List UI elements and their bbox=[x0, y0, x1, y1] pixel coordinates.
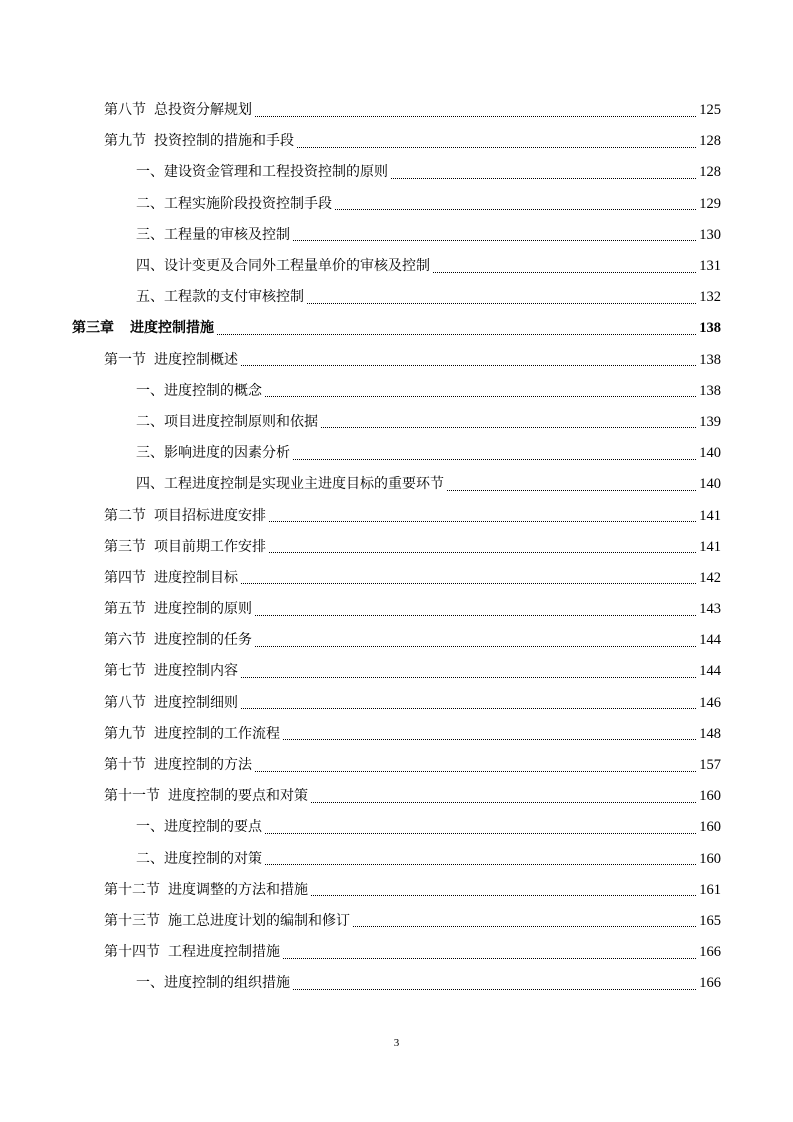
toc-section-entry[interactable] bbox=[0, 594, 793, 625]
toc-entry-title bbox=[136, 812, 262, 843]
toc-entry-title bbox=[136, 157, 388, 188]
dot-leader bbox=[255, 115, 696, 117]
toc-entry-title bbox=[104, 532, 266, 563]
dot-leader bbox=[255, 645, 696, 647]
toc-page-number: 141 bbox=[699, 538, 721, 555]
toc-entry-title bbox=[136, 469, 444, 500]
toc-subsection-entry[interactable] bbox=[0, 282, 793, 313]
toc-entry-text: 项目进度控制原则和依据 bbox=[164, 413, 318, 430]
toc-section-entry[interactable] bbox=[0, 719, 793, 750]
toc-entry-title bbox=[104, 563, 238, 594]
toc-entry-text: 工程进度控制措施 bbox=[168, 944, 280, 961]
toc-subsection-entry[interactable] bbox=[0, 157, 793, 188]
toc-page-number: 130 bbox=[699, 226, 721, 243]
toc-entry-text: 项目招标进度安排 bbox=[154, 507, 266, 524]
toc-page-number: 131 bbox=[699, 258, 721, 275]
toc-entry-text: 进度控制的任务 bbox=[154, 632, 252, 649]
toc-entry-text: 设计变更及合同外工程量单价的审核及控制 bbox=[164, 258, 430, 275]
toc-entry-text: 进度控制概述 bbox=[154, 351, 238, 368]
toc-entry-title bbox=[136, 251, 430, 282]
toc-section-entry[interactable] bbox=[0, 750, 793, 781]
toc-section-entry[interactable] bbox=[0, 937, 793, 968]
dot-leader bbox=[269, 551, 696, 553]
dot-leader bbox=[447, 489, 696, 491]
toc-page-number: 161 bbox=[699, 881, 721, 898]
toc-page-number: 148 bbox=[699, 725, 721, 742]
toc-page-number: 140 bbox=[699, 476, 721, 493]
toc-page-number: 138 bbox=[699, 382, 721, 399]
toc-entry-number: 四、 bbox=[136, 476, 164, 493]
toc-entry-number: 第七节 bbox=[104, 663, 146, 680]
dot-leader bbox=[241, 707, 696, 709]
toc-entry-text: 进度控制目标 bbox=[154, 569, 238, 586]
toc-entry-text: 进度控制的工作流程 bbox=[154, 725, 280, 742]
toc-entry-number: 第八节 bbox=[104, 102, 146, 119]
toc-section-entry[interactable] bbox=[0, 563, 793, 594]
toc-subsection-entry[interactable] bbox=[0, 812, 793, 843]
dot-leader bbox=[293, 458, 696, 460]
toc-entry-text: 项目前期工作安排 bbox=[154, 538, 266, 555]
toc-section-entry[interactable] bbox=[0, 126, 793, 157]
toc-entry-title bbox=[136, 220, 290, 251]
dot-leader bbox=[265, 832, 696, 834]
toc-page-number: 160 bbox=[699, 819, 721, 836]
toc-entry-title bbox=[136, 189, 332, 220]
dot-leader bbox=[293, 239, 696, 241]
toc-entry-text: 进度控制的原则 bbox=[154, 601, 252, 618]
toc-entry-number: 第九节 bbox=[104, 133, 146, 150]
toc-entry-title bbox=[104, 875, 308, 906]
toc-entry-text: 进度控制的要点 bbox=[164, 819, 262, 836]
toc-page-number: 139 bbox=[699, 413, 721, 430]
toc-entry-text: 进度控制的组织措施 bbox=[164, 975, 290, 992]
toc-page-number: 140 bbox=[699, 445, 721, 462]
toc-entry-title bbox=[104, 688, 238, 719]
toc-entry-number: 第十二节 bbox=[104, 881, 160, 898]
toc-page-number: 143 bbox=[699, 601, 721, 618]
toc-entry-number: 第一节 bbox=[104, 351, 146, 368]
dot-leader bbox=[321, 426, 696, 428]
toc-entry-number: 第十三节 bbox=[104, 912, 160, 929]
toc-entry-title bbox=[104, 345, 238, 376]
dot-leader bbox=[353, 925, 696, 927]
toc-page-number: 138 bbox=[699, 351, 721, 368]
toc-page-number: 142 bbox=[699, 569, 721, 586]
toc-entry-title bbox=[104, 95, 252, 126]
toc-entry-text: 工程款的支付审核控制 bbox=[164, 289, 304, 306]
table-of-contents bbox=[0, 95, 793, 999]
dot-leader bbox=[283, 957, 696, 959]
toc-entry-text: 工程进度控制是实现业主进度目标的重要环节 bbox=[164, 476, 444, 493]
toc-entry-title bbox=[104, 656, 238, 687]
toc-entry-number: 一、 bbox=[136, 819, 164, 836]
toc-page-number: 132 bbox=[699, 289, 721, 306]
toc-section-entry[interactable] bbox=[0, 688, 793, 719]
toc-entry-number: 二、 bbox=[136, 413, 164, 430]
dot-leader bbox=[297, 146, 696, 148]
dot-leader bbox=[283, 738, 696, 740]
toc-chapter-entry[interactable] bbox=[0, 313, 793, 344]
toc-entry-number: 一、 bbox=[136, 164, 164, 181]
toc-entry-text: 进度控制细则 bbox=[154, 694, 238, 711]
toc-entry-number: 二、 bbox=[136, 195, 164, 212]
toc-entry-number: 第三节 bbox=[104, 538, 146, 555]
dot-leader bbox=[293, 988, 696, 990]
toc-entry-number: 五、 bbox=[136, 289, 164, 306]
toc-subsection-entry[interactable] bbox=[0, 189, 793, 220]
dot-leader bbox=[311, 894, 696, 896]
dot-leader bbox=[265, 395, 696, 397]
toc-entry-title bbox=[104, 501, 266, 532]
toc-entry-title bbox=[136, 438, 290, 469]
toc-entry-title bbox=[104, 750, 252, 781]
toc-entry-text: 工程量的审核及控制 bbox=[164, 226, 290, 243]
toc-entry-title bbox=[136, 407, 318, 438]
toc-entry-number: 第十一节 bbox=[104, 788, 160, 805]
toc-entry-text: 进度控制的概念 bbox=[164, 382, 262, 399]
dot-leader bbox=[307, 302, 696, 304]
toc-page-number: 160 bbox=[699, 850, 721, 867]
toc-entry-text: 投资控制的措施和手段 bbox=[154, 133, 294, 150]
toc-page-number: 166 bbox=[699, 944, 721, 961]
toc-entry-number: 四、 bbox=[136, 258, 164, 275]
toc-subsection-entry[interactable] bbox=[0, 220, 793, 251]
toc-entry-text: 进度控制内容 bbox=[154, 663, 238, 680]
toc-entry-text: 进度调整的方法和措施 bbox=[168, 881, 308, 898]
toc-entry-number: 第二节 bbox=[104, 507, 146, 524]
toc-entry-text: 进度控制的要点和对策 bbox=[168, 788, 308, 805]
toc-section-entry[interactable] bbox=[0, 875, 793, 906]
toc-entry-number: 一、 bbox=[136, 382, 164, 399]
toc-entry-title bbox=[136, 844, 262, 875]
toc-page-number: 138 bbox=[699, 320, 721, 337]
toc-entry-number: 三、 bbox=[136, 445, 164, 462]
toc-entry-number: 第五节 bbox=[104, 601, 146, 618]
toc-page-number: 129 bbox=[699, 195, 721, 212]
toc-section-entry[interactable] bbox=[0, 906, 793, 937]
toc-entry-number: 二、 bbox=[136, 850, 164, 867]
toc-entry-text: 进度控制的对策 bbox=[164, 850, 262, 867]
dot-leader bbox=[311, 801, 696, 803]
toc-page-number: 128 bbox=[699, 164, 721, 181]
toc-entry-number: 三、 bbox=[136, 226, 164, 243]
toc-entry-title bbox=[104, 937, 280, 968]
toc-section-entry[interactable] bbox=[0, 500, 793, 531]
dot-leader bbox=[269, 520, 696, 522]
toc-page-number: 146 bbox=[699, 694, 721, 711]
toc-entry-title bbox=[136, 968, 290, 999]
toc-entry-text: 进度控制的方法 bbox=[154, 757, 252, 774]
toc-entry-title bbox=[104, 719, 280, 750]
toc-entry-text: 施工总进度计划的编制和修订 bbox=[168, 912, 350, 929]
toc-entry-text: 进度控制措施 bbox=[130, 320, 214, 337]
toc-entry-title bbox=[136, 376, 262, 407]
toc-subsection-entry[interactable] bbox=[0, 438, 793, 469]
toc-entry-number: 第九节 bbox=[104, 725, 146, 742]
toc-entry-text: 建设资金管理和工程投资控制的原则 bbox=[164, 164, 388, 181]
toc-subsection-entry[interactable] bbox=[0, 407, 793, 438]
toc-entry-number: 一、 bbox=[136, 975, 164, 992]
dot-leader bbox=[241, 364, 696, 366]
dot-leader bbox=[265, 863, 696, 865]
toc-subsection-entry[interactable] bbox=[0, 968, 793, 999]
toc-entry-number: 第八节 bbox=[104, 694, 146, 711]
dot-leader bbox=[217, 333, 696, 335]
toc-entry-title bbox=[136, 282, 304, 313]
toc-entry-title bbox=[104, 625, 252, 656]
toc-section-entry[interactable] bbox=[0, 625, 793, 656]
toc-entry-title bbox=[104, 126, 294, 157]
toc-entry-text: 总投资分解规划 bbox=[154, 102, 252, 119]
toc-entry-number: 第六节 bbox=[104, 632, 146, 649]
dot-leader bbox=[433, 271, 696, 273]
toc-page-number: 141 bbox=[699, 507, 721, 524]
toc-entry-title bbox=[104, 594, 252, 625]
dot-leader bbox=[255, 614, 696, 616]
toc-page-number: 160 bbox=[699, 788, 721, 805]
toc-section-entry[interactable] bbox=[0, 656, 793, 687]
toc-entry-number: 第十四节 bbox=[104, 944, 160, 961]
toc-entry-text: 影响进度的因素分析 bbox=[164, 445, 290, 462]
toc-subsection-entry[interactable] bbox=[0, 844, 793, 875]
toc-section-entry[interactable] bbox=[0, 345, 793, 376]
dot-leader bbox=[241, 582, 696, 584]
toc-page-number: 144 bbox=[699, 663, 721, 680]
toc-page-number: 144 bbox=[699, 632, 721, 649]
toc-section-entry[interactable] bbox=[0, 781, 793, 812]
toc-entry-title bbox=[72, 313, 214, 344]
toc-page-number: 166 bbox=[699, 975, 721, 992]
toc-subsection-entry[interactable] bbox=[0, 469, 793, 500]
dot-leader bbox=[335, 208, 696, 210]
toc-page-number: 125 bbox=[699, 102, 721, 119]
toc-entry-title bbox=[104, 906, 350, 937]
toc-page-number: 128 bbox=[699, 133, 721, 150]
toc-entry-number: 第三章 bbox=[72, 320, 114, 337]
toc-entry-number: 第四节 bbox=[104, 569, 146, 586]
toc-section-entry[interactable] bbox=[0, 532, 793, 563]
toc-page-number: 165 bbox=[699, 912, 721, 929]
dot-leader bbox=[255, 770, 696, 772]
toc-subsection-entry[interactable] bbox=[0, 376, 793, 407]
dot-leader bbox=[241, 676, 696, 678]
dot-leader bbox=[391, 177, 696, 179]
toc-entry-number: 第十节 bbox=[104, 757, 146, 774]
page-number: 3 bbox=[393, 1037, 400, 1049]
toc-entry-text: 工程实施阶段投资控制手段 bbox=[164, 195, 332, 212]
toc-section-entry[interactable] bbox=[0, 95, 793, 126]
toc-page-number: 157 bbox=[699, 757, 721, 774]
toc-entry-title bbox=[104, 781, 308, 812]
toc-subsection-entry[interactable] bbox=[0, 251, 793, 282]
